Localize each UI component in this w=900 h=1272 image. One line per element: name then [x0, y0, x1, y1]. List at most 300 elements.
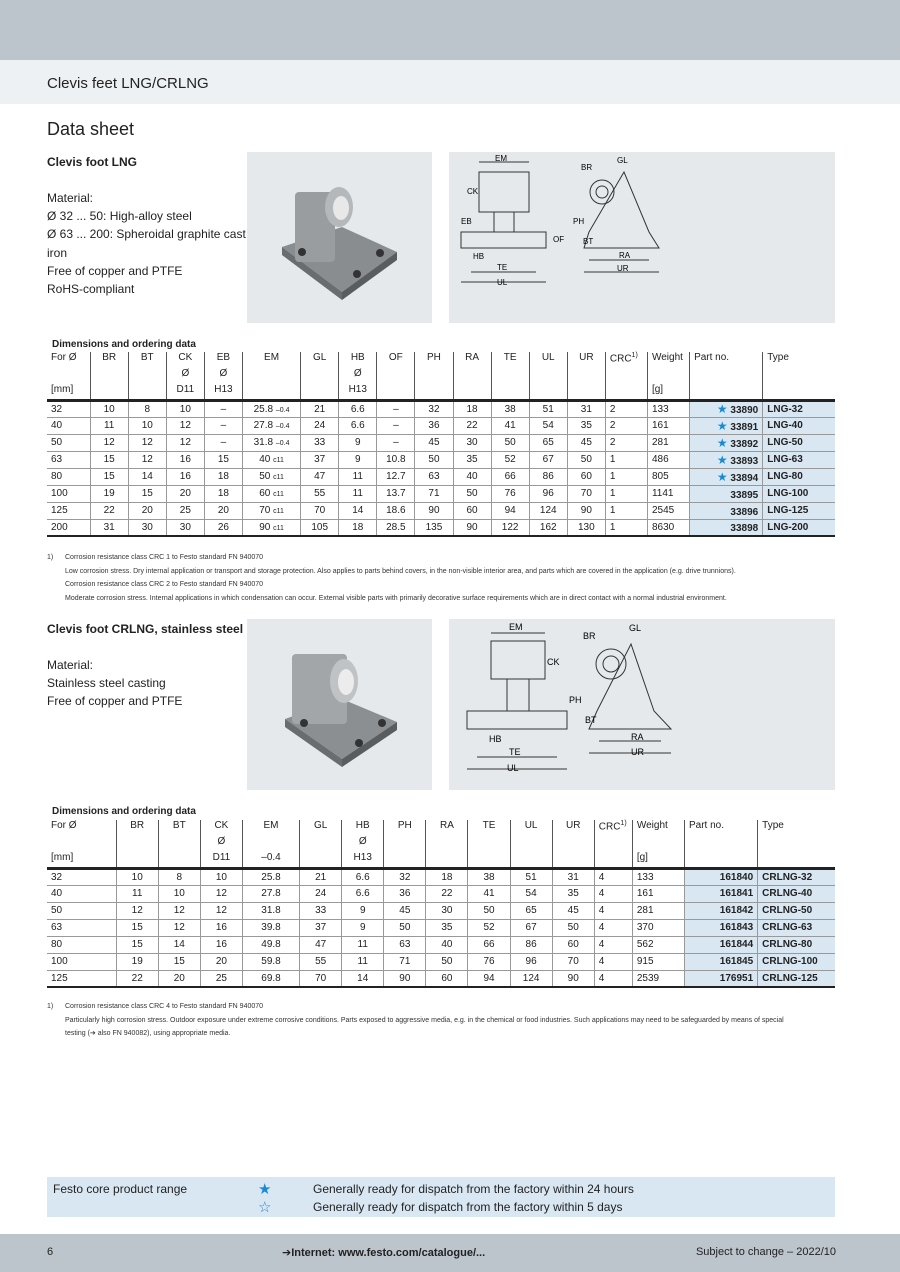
drawing-label: RA	[631, 732, 644, 742]
table-cell: 130	[567, 519, 605, 536]
table-cell: 10	[158, 885, 200, 902]
em-value: 60	[259, 488, 271, 499]
legend-text-5days: Generally ready for dispatch from the factory within 5 days	[313, 1200, 623, 1214]
core-range-star-icon: ★	[716, 402, 728, 416]
drawing-label: HB	[473, 252, 485, 261]
material-line: iron	[47, 245, 68, 260]
table-cell: 71	[415, 485, 453, 502]
header-cell	[763, 384, 835, 400]
table-cell: 15	[128, 485, 166, 502]
page-title: Data sheet	[47, 119, 135, 139]
header-cell: H13	[342, 852, 384, 868]
table-row	[47, 434, 835, 451]
clevis-foot-photo-icon	[247, 152, 432, 323]
table-cell: 25	[166, 502, 204, 519]
table-cell: 1	[605, 519, 647, 536]
col-header: CK	[166, 352, 204, 368]
table-cell: CRLNG-50	[758, 902, 835, 919]
table-cell: 12	[116, 902, 158, 919]
table-cell: 41	[468, 885, 510, 902]
table-cell: 50	[426, 953, 468, 970]
drawing-label: EM	[495, 154, 507, 163]
table-cell: 2545	[647, 502, 689, 519]
table-cell: 63	[47, 451, 90, 468]
table-cell: 2539	[632, 970, 684, 987]
table-cell: 2	[605, 400, 647, 417]
table-cell: LNG-80	[763, 468, 835, 485]
drawing-label: UR	[631, 747, 644, 757]
table-cell: 30	[426, 902, 468, 919]
col-header: OF	[377, 352, 415, 368]
part-number-cell	[690, 519, 763, 536]
table-cell: 6.6	[342, 868, 384, 885]
page-number: 6	[47, 1246, 54, 1258]
header-cell	[300, 836, 342, 852]
table-cell: 45	[415, 434, 453, 451]
table-row	[47, 502, 835, 519]
table-cell: 37	[300, 919, 342, 936]
table-cell: 41	[491, 417, 529, 434]
table-row	[47, 919, 835, 936]
table-cell: 32	[415, 400, 453, 417]
table-cell: 133	[632, 868, 684, 885]
table-cell: 135	[415, 519, 453, 536]
table-cell: 4	[594, 902, 632, 919]
part-number: 33891	[730, 421, 759, 433]
table-cell: 16	[166, 451, 204, 468]
table-cell: 16	[166, 468, 204, 485]
table-cell: 162	[529, 519, 567, 536]
col-header: For Ø	[47, 820, 116, 836]
col-header-crc	[605, 352, 647, 368]
material-line: Ø 63 ... 200: Spheroidal graphite cast	[47, 227, 246, 242]
col-header: BR	[116, 820, 158, 836]
table-header	[47, 352, 835, 400]
table-cell: 76	[468, 953, 510, 970]
table-cell: 915	[632, 953, 684, 970]
table-row	[47, 902, 835, 919]
table-cell: 90	[415, 502, 453, 519]
header-cell	[90, 384, 128, 400]
header-cell	[128, 384, 166, 400]
header-cell	[453, 368, 491, 384]
col-header: HB	[342, 820, 384, 836]
table-cell: 11	[339, 468, 377, 485]
part-number: 161845	[684, 953, 757, 970]
table-cell: 12	[158, 902, 200, 919]
col-header: UR	[567, 352, 605, 368]
header-cell	[605, 384, 647, 400]
table-cell	[242, 434, 300, 451]
table-cell: 96	[510, 953, 552, 970]
table-cell: 18	[204, 468, 242, 485]
part-number: 33898	[730, 523, 759, 535]
table-cell: 51	[510, 868, 552, 885]
footnote-ref: 1)	[631, 352, 638, 359]
table-cell: 10	[128, 417, 166, 434]
table-cell: CRLNG-32	[758, 868, 835, 885]
em-value: 70	[259, 505, 271, 516]
table-cell: 12	[158, 919, 200, 936]
col-header: Type	[762, 820, 784, 831]
footnote-line: Low corrosion stress. Dry internal application or transport and storage protection. Also applies to parts behind covers, in the non-visible interior area, and parts which are covered in the application (e.g. drive trunnions).	[65, 567, 736, 575]
table-cell: 60	[426, 970, 468, 987]
header-cell	[90, 368, 128, 384]
table-row	[47, 953, 835, 970]
table-cell: 100	[47, 953, 116, 970]
footnote-line: testing (➔ also FN 940082), using appropriate media.	[65, 1030, 231, 1037]
table-cell: 40	[426, 936, 468, 953]
header-cell	[242, 836, 299, 852]
subject-to-change-note: Subject to change – 2022/10	[695, 1246, 836, 1258]
col-header: BT	[158, 820, 200, 836]
header-cell	[453, 384, 491, 400]
table-cell: 50	[47, 902, 116, 919]
table-cell: 19	[116, 953, 158, 970]
header-cell	[301, 368, 339, 384]
header-cell	[647, 368, 689, 384]
core-range-star-icon: ★	[716, 469, 728, 484]
table-cell: LNG-63	[763, 451, 835, 468]
header-cell: Ø	[339, 368, 377, 384]
table-cell: 31.8	[242, 902, 299, 919]
table-cell: LNG-125	[763, 502, 835, 519]
table-cell: 33	[300, 902, 342, 919]
table-cell: 14	[339, 502, 377, 519]
header-cell: Ø	[166, 368, 204, 384]
crlng-data-table	[47, 820, 835, 988]
header-cell	[594, 852, 632, 868]
table-cell: 4	[594, 953, 632, 970]
drawing-label: PH	[573, 217, 585, 226]
table-cell	[242, 519, 300, 536]
header-cell	[529, 384, 567, 400]
table-cell: 15	[90, 451, 128, 468]
header-cell	[242, 368, 300, 384]
drawing-label: BT	[585, 715, 597, 725]
core-range-legend	[47, 1177, 835, 1217]
clevis-foot-photo-icon	[247, 619, 432, 790]
col-header: Weight	[647, 352, 689, 368]
header-cell	[690, 384, 763, 400]
table-cell: 47	[301, 468, 339, 485]
table-cell: 124	[529, 502, 567, 519]
lng-section-title: Clevis foot LNG	[47, 155, 138, 169]
table-cell: 20	[166, 485, 204, 502]
footnote-ref: 1)	[620, 820, 627, 827]
legend-text-24h: Generally ready for dispatch from the factory within 24 hours	[313, 1182, 634, 1196]
table-cell: 65	[510, 902, 552, 919]
col-header: For Ø	[47, 352, 90, 368]
drawing-label: CK	[547, 657, 560, 667]
header-cell	[128, 368, 166, 384]
table-header	[47, 820, 835, 868]
table-cell	[242, 485, 300, 502]
drawing-label: OF	[553, 235, 565, 244]
header-cell	[763, 368, 835, 384]
part-number: 161843	[684, 919, 757, 936]
table-cell: 6.6	[342, 885, 384, 902]
table-row	[47, 451, 835, 468]
table-cell: 15	[158, 953, 200, 970]
header-cell	[567, 368, 605, 384]
header-cell	[158, 836, 200, 852]
table-cell: 50	[47, 434, 90, 451]
table-cell: –	[377, 434, 415, 451]
table-cell: 36	[415, 417, 453, 434]
table-cell: 13.7	[377, 485, 415, 502]
table-cell: 15	[90, 468, 128, 485]
table-cell: 4	[594, 936, 632, 953]
table-row	[47, 519, 835, 536]
header-cell	[300, 852, 342, 868]
header-cell	[552, 836, 594, 852]
lng-table-body	[47, 400, 835, 536]
table-cell: 35	[453, 451, 491, 468]
table-cell: 54	[510, 885, 552, 902]
table-cell: 38	[468, 868, 510, 885]
table-cell: 60	[567, 468, 605, 485]
header-title: Clevis feet LNG/CRLNG	[47, 75, 209, 92]
part-number-cell	[690, 434, 763, 451]
crlng-material	[47, 656, 247, 711]
header-cell	[468, 852, 510, 868]
table-cell: 4	[594, 868, 632, 885]
col-header: CRC	[609, 353, 632, 365]
table-cell: 200	[47, 519, 90, 536]
header-cell: D11	[200, 852, 242, 868]
lng-material	[47, 189, 247, 298]
col-header: CK	[200, 820, 242, 836]
table-cell: 80	[47, 936, 116, 953]
table-cell: 32	[47, 400, 90, 417]
col-header: GL	[300, 820, 342, 836]
drawing-label: RA	[619, 251, 631, 260]
header-cell	[384, 852, 426, 868]
table-cell: 90	[453, 519, 491, 536]
table-cell: 486	[647, 451, 689, 468]
table-cell: 12	[90, 434, 128, 451]
em-tolerance: –0.4	[275, 440, 290, 447]
table-row	[47, 417, 835, 434]
table-cell: 125	[47, 502, 90, 519]
table-cell: 21	[301, 400, 339, 417]
col-header: BT	[128, 352, 166, 368]
header-cell	[426, 852, 468, 868]
header-cell	[301, 384, 339, 400]
footnote-line: Particularly high corrosion stress. Outdoor exposure under extreme corrosive conditions. Parts exposed to aggressive media, e.g. in the chemical or food industries. Such applications may need to be safeguarded by means of special	[65, 1016, 784, 1024]
table-cell: 66	[491, 468, 529, 485]
table-cell: LNG-40	[763, 417, 835, 434]
col-header: Part no.	[690, 352, 763, 368]
table-cell: 12	[166, 417, 204, 434]
table-cell: 35	[567, 417, 605, 434]
dimension-drawing-icon	[449, 152, 835, 323]
col-header: EB	[204, 352, 242, 368]
table-cell: 50	[453, 485, 491, 502]
col-header: PH	[415, 352, 453, 368]
table-cell: 27.8	[242, 885, 299, 902]
header-cell	[684, 852, 757, 868]
drawing-label: BT	[583, 237, 594, 246]
drawing-label: BR	[583, 631, 596, 641]
table-cell: 11	[90, 417, 128, 434]
table-cell: 71	[384, 953, 426, 970]
table-cell: 49.8	[242, 936, 299, 953]
header-cell: D11	[166, 384, 204, 400]
header-cell: [mm]	[47, 852, 116, 868]
footnote-line: Corrosion resistance class CRC 4 to Festo standard FN 940070	[65, 1003, 264, 1010]
drawing-label: CK	[467, 187, 479, 196]
table-cell: 50	[415, 451, 453, 468]
table-cell: 60	[552, 936, 594, 953]
part-number: 161840	[684, 868, 757, 885]
em-value: 90	[259, 521, 271, 533]
col-header: RA	[453, 352, 491, 368]
col-header: UL	[510, 820, 552, 836]
table-cell: 31	[90, 519, 128, 536]
table-cell: 90	[384, 970, 426, 987]
table-cell: 18	[453, 400, 491, 417]
col-header: TE	[468, 820, 510, 836]
footnote-line: Corrosion resistance class CRC 1 to Festo standard FN 940070	[65, 554, 264, 561]
table-cell: 562	[632, 936, 684, 953]
table-cell: 22	[426, 885, 468, 902]
table-cell: 66	[468, 936, 510, 953]
table-cell	[242, 451, 300, 468]
header-cell: [g]	[632, 852, 684, 868]
table-cell: 6.6	[339, 417, 377, 434]
table-cell: 9	[342, 902, 384, 919]
table-cell: 52	[468, 919, 510, 936]
table-cell: 39.8	[242, 919, 299, 936]
table-cell: 1141	[647, 485, 689, 502]
table-cell: 40	[47, 417, 90, 434]
table-cell: 50	[552, 919, 594, 936]
lng-dims-title: Dimensions and ordering data	[52, 339, 196, 350]
col-header: Part no.	[684, 820, 757, 836]
table-cell: 10	[166, 400, 204, 417]
table-cell: 14	[342, 970, 384, 987]
table-cell: 161	[632, 885, 684, 902]
table-cell: 161	[647, 417, 689, 434]
header-cell: Ø	[342, 836, 384, 852]
table-cell: –	[204, 434, 242, 451]
table-cell: 10	[116, 868, 158, 885]
part-number: 33895	[730, 489, 759, 501]
table-row	[47, 936, 835, 953]
table-cell: 45	[384, 902, 426, 919]
header-cell	[491, 368, 529, 384]
em-tolerance: c11	[273, 508, 284, 515]
table-cell: 60	[453, 502, 491, 519]
table-cell: 15	[204, 451, 242, 468]
drawing-label: UL	[507, 763, 519, 773]
table-cell: 11	[116, 885, 158, 902]
header-cell	[158, 852, 200, 868]
table-cell: 8630	[647, 519, 689, 536]
table-cell: 50	[468, 902, 510, 919]
table-cell: 8	[158, 868, 200, 885]
drawing-label: GL	[629, 623, 642, 633]
table-cell: 54	[529, 417, 567, 434]
table-cell: 69.8	[242, 970, 299, 987]
footnote-number: 1)	[47, 1003, 54, 1010]
header-cell	[552, 852, 594, 868]
table-cell: 105	[301, 519, 339, 536]
table-cell: LNG-200	[763, 519, 835, 536]
col-header: CRC	[598, 821, 621, 833]
material-line: Free of copper and PTFE	[47, 694, 183, 709]
table-cell: 50	[491, 434, 529, 451]
em-tolerance: c11	[273, 474, 284, 481]
material-line: Stainless steel casting	[47, 676, 166, 691]
star-filled-icon: ★	[258, 1181, 272, 1198]
table-cell: 12	[200, 885, 242, 902]
em-tolerance: c11	[273, 524, 284, 532]
part-number: 161841	[684, 885, 757, 902]
header-cell	[491, 384, 529, 400]
header-cell	[47, 368, 90, 384]
header-cell	[242, 384, 300, 400]
header-cell	[605, 368, 647, 384]
table-row	[47, 885, 835, 902]
header-cell: Ø	[204, 368, 242, 384]
part-number-cell	[690, 400, 763, 417]
drawing-label: PH	[569, 695, 582, 705]
header-cell	[468, 836, 510, 852]
table-cell: 18.6	[377, 502, 415, 519]
em-tolerance: –0.4	[275, 406, 290, 414]
table-cell: 20	[128, 502, 166, 519]
table-cell: 124	[510, 970, 552, 987]
catalogue-link[interactable]: ➔Internet: www.festo.com/catalogue/...	[282, 1247, 486, 1259]
table-cell: CRLNG-125	[758, 970, 835, 987]
table-cell: 94	[491, 502, 529, 519]
col-header: Type	[767, 352, 789, 363]
material-line: Material:	[47, 191, 94, 205]
col-header: BR	[90, 352, 128, 368]
header-cell: H13	[204, 384, 242, 400]
table-cell: 20	[204, 502, 242, 519]
table-cell: 9	[339, 451, 377, 468]
table-cell: 12	[200, 902, 242, 919]
table-cell: –	[204, 417, 242, 434]
crlng-footnotes	[47, 1000, 847, 1041]
part-number: 33894	[730, 472, 759, 484]
table-cell: 63	[415, 468, 453, 485]
table-cell: LNG-32	[763, 400, 835, 417]
table-cell: 51	[529, 400, 567, 417]
lng-footnotes	[47, 551, 847, 605]
table-cell: 122	[491, 519, 529, 536]
table-cell: 26	[204, 519, 242, 536]
footnote-line: Moderate corrosion stress. Internal applications in which condensation can occur. External visible parts with primarily decorative surface requirements which are in direct contact with a normal industrial environment.	[65, 594, 727, 602]
table-cell: 1	[605, 451, 647, 468]
part-number: 161844	[684, 936, 757, 953]
table-cell: 67	[529, 451, 567, 468]
lng-data-table	[47, 352, 835, 537]
table-cell: 10.8	[377, 451, 415, 468]
table-row	[47, 868, 835, 885]
table-cell: 12	[166, 434, 204, 451]
table-cell: 12	[128, 434, 166, 451]
header-cell	[758, 852, 835, 868]
table-row	[47, 468, 835, 485]
table-cell: 12	[128, 451, 166, 468]
table-row	[47, 485, 835, 502]
table-cell: 65	[529, 434, 567, 451]
